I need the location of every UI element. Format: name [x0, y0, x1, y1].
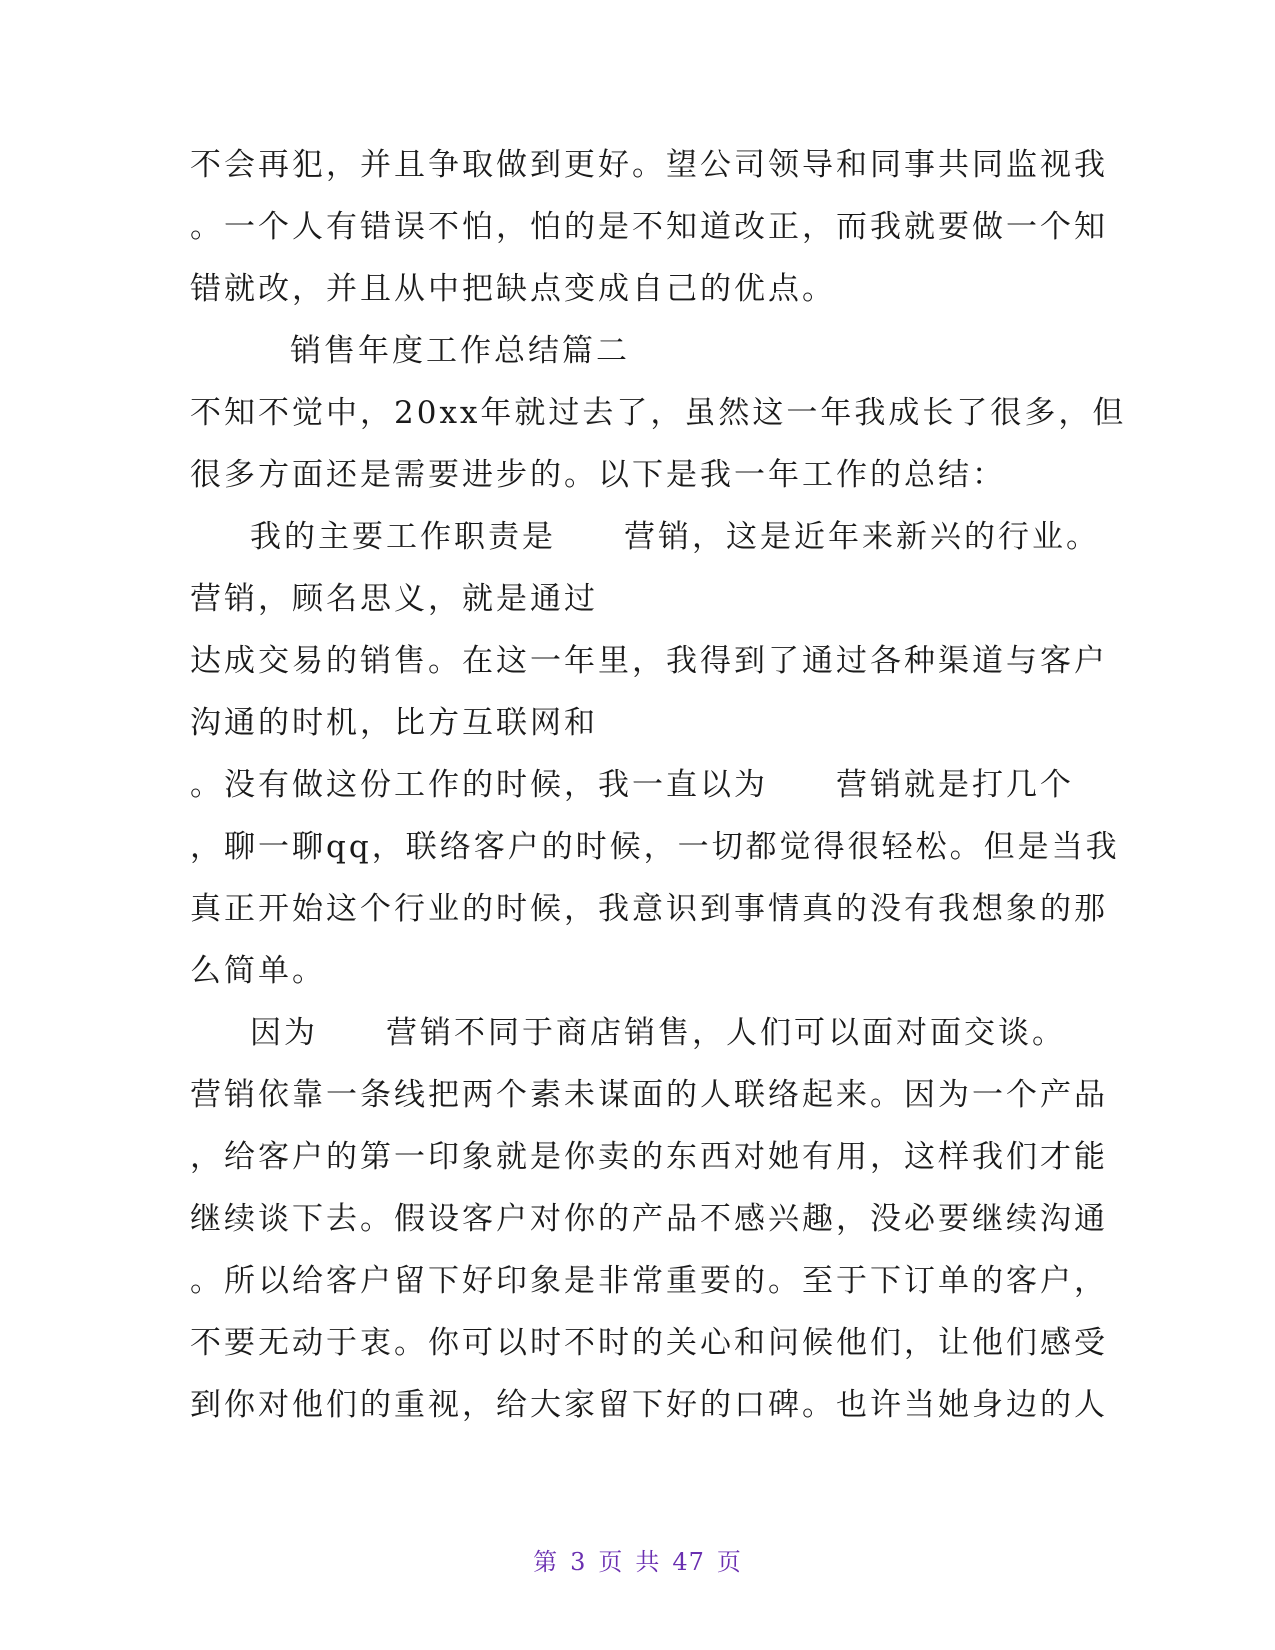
text-line: 达成交易的销售。在这一年里，我得到了通过各种渠道与客户	[190, 643, 1108, 679]
footer-ye: 页	[598, 1548, 624, 1576]
footer-page-number: 3	[570, 1548, 587, 1576]
text-line: 营销依靠一条线把两个素未谋面的人联络起来。因为一个产品	[190, 1077, 1108, 1113]
footer-gong: 共	[635, 1548, 661, 1576]
text-line: ，聊一聊qq，联络客户的时候，一切都觉得很轻松。但是当我	[190, 829, 1120, 865]
text-line: 。所以给客户留下好印象是非常重要的。至于下订单的客户，	[190, 1263, 1108, 1299]
section-heading: 销售年度工作总结篇二	[290, 333, 630, 369]
footer-ye2: 页	[716, 1548, 742, 1576]
text-line: 很多方面还是需要进步的。以下是我一年工作的总结：	[190, 457, 1006, 493]
text-line: ，给客户的第一印象就是你卖的东西对她有用，这样我们才能	[190, 1139, 1108, 1175]
text-line: 营销，顾名思义，就是通过	[190, 581, 598, 617]
text-line: 么简单。	[190, 953, 326, 989]
text-line: 不会再犯，并且争取做到更好。望公司领导和同事共同监视我	[190, 147, 1108, 183]
text-line: 我的主要工作职责是 营销，这是近年来新兴的行业。	[250, 519, 1100, 555]
text-line: 到你对他们的重视，给大家留下好的口碑。也许当她身边的人	[190, 1387, 1108, 1423]
footer-di: 第	[533, 1548, 559, 1576]
text-line: 沟通的时机，比方互联网和	[190, 705, 598, 741]
page-footer	[0, 1542, 1275, 1577]
text-line: 继续谈下去。假设客户对你的产品不感兴趣，没必要继续沟通	[190, 1201, 1108, 1237]
text-line: 。没有做这份工作的时候，我一直以为 营销就是打几个	[190, 767, 1074, 803]
text-line: 。一个人有错误不怕，怕的是不知道改正，而我就要做一个知	[190, 209, 1108, 245]
text-line: 真正开始这个行业的时候，我意识到事情真的没有我想象的那	[190, 891, 1108, 927]
text-line: 不要无动于衷。你可以时不时的关心和问候他们，让他们感受	[190, 1325, 1108, 1361]
text-line: 错就改，并且从中把缺点变成自己的优点。	[190, 271, 836, 307]
footer-total-pages: 47	[672, 1548, 705, 1576]
text-line: 不知不觉中，20xx年就过去了，虽然这一年我成长了很多，但	[190, 395, 1127, 431]
text-line: 因为 营销不同于商店销售，人们可以面对面交谈。	[250, 1015, 1066, 1051]
